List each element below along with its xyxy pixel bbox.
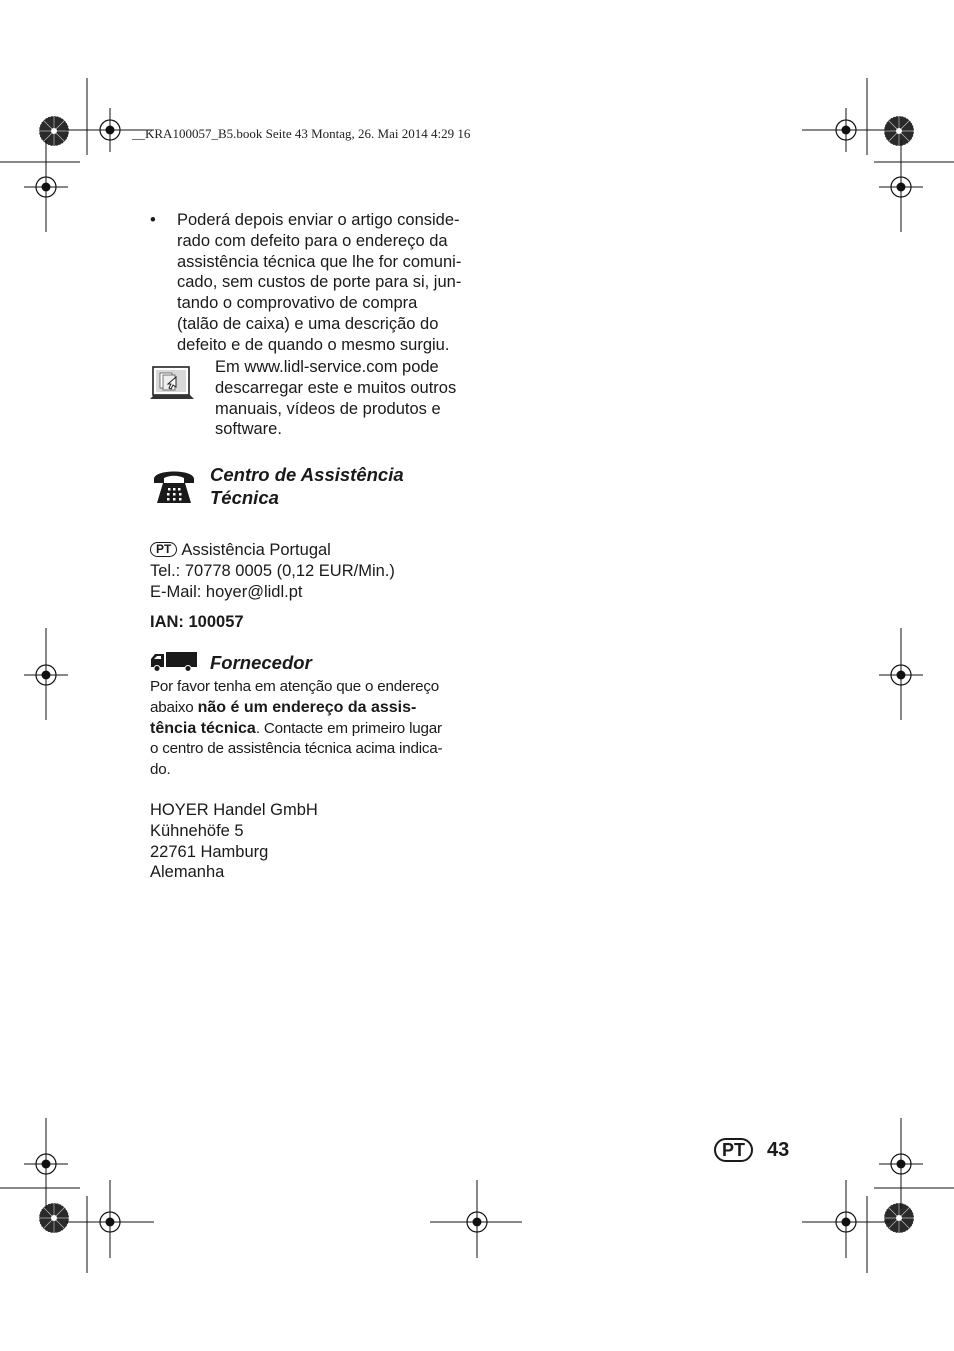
service-contact [150, 540, 470, 602]
service-title-line: Técnica [210, 487, 279, 508]
supplier-heading [150, 651, 470, 679]
bullet-line: cado, sem custos de porte para si, jun- [177, 273, 462, 292]
supplier-address [150, 800, 470, 883]
bullet-line: Poderá depois enviar o artigo conside- [177, 211, 460, 229]
note-bold: tência técnica [150, 719, 256, 737]
truck-icon [150, 651, 210, 679]
page-footer [714, 1138, 789, 1162]
download-text [215, 357, 470, 440]
address-line: Alemanha [150, 863, 225, 882]
print-info-header: __KRA100057_B5.book Seite 43 Montag, 26. Mai 2014 4:29 16 [132, 126, 471, 141]
return-instructions [150, 210, 470, 356]
bullet-line: tando o comprovativo de compra [177, 294, 418, 313]
address-line: HOYER Handel GmbH [150, 801, 318, 819]
bullet-symbol: • [150, 211, 156, 229]
bullet-line: (talão de caixa) e uma descrição do [177, 314, 439, 333]
download-line: manuais, vídeos de produtos e [215, 399, 441, 418]
note-text: . Contacte em primeiro lugar [255, 719, 442, 737]
service-title-line: Centro de Assistência [210, 464, 404, 485]
note-line: do. [150, 761, 171, 779]
download-line: descarregar este e muitos outros [215, 378, 457, 397]
bullet-line: rado com defeito para o endereço da [177, 231, 448, 250]
bullet-line: assistência técnica que lhe for comuni- [177, 252, 462, 271]
service-tel: Tel.: 70778 0005 (0,12 EUR/Min.) [150, 561, 395, 580]
download-manual-icon [150, 357, 215, 440]
supplier-note [150, 677, 470, 781]
language-badge: PT [714, 1138, 753, 1162]
service-email: E-Mail: hoyer@lidl.pt [150, 582, 303, 601]
ian-number: IAN: 100057 [150, 613, 244, 631]
address-line: Kühnehöfe 5 [150, 821, 244, 840]
telephone-icon [150, 463, 210, 513]
note-line [150, 698, 470, 719]
bullet-text [177, 210, 470, 356]
note-line [150, 719, 470, 740]
note-bold: não é um endereço da assis- [197, 698, 417, 716]
download-note [150, 357, 470, 440]
service-center-heading [150, 463, 470, 513]
address-line: 22761 Hamburg [150, 842, 269, 861]
note-text: abaixo [150, 698, 194, 716]
download-line: software. [215, 420, 282, 439]
note-line: o centro de assistência técnica acima indica- [150, 740, 443, 758]
download-line: Em www.lidl-service.com pode [215, 358, 439, 376]
service-center-title [210, 463, 404, 509]
note-line: Por favor tenha em atenção que o endereço [150, 678, 440, 695]
bullet-line: defeito e de quando o mesmo surgiu. [177, 335, 450, 354]
page-number: 43 [767, 1138, 790, 1161]
country-badge: PT [150, 542, 177, 557]
supplier-title: Fornecedor [210, 652, 312, 673]
service-name: Assistência Portugal [181, 541, 331, 559]
